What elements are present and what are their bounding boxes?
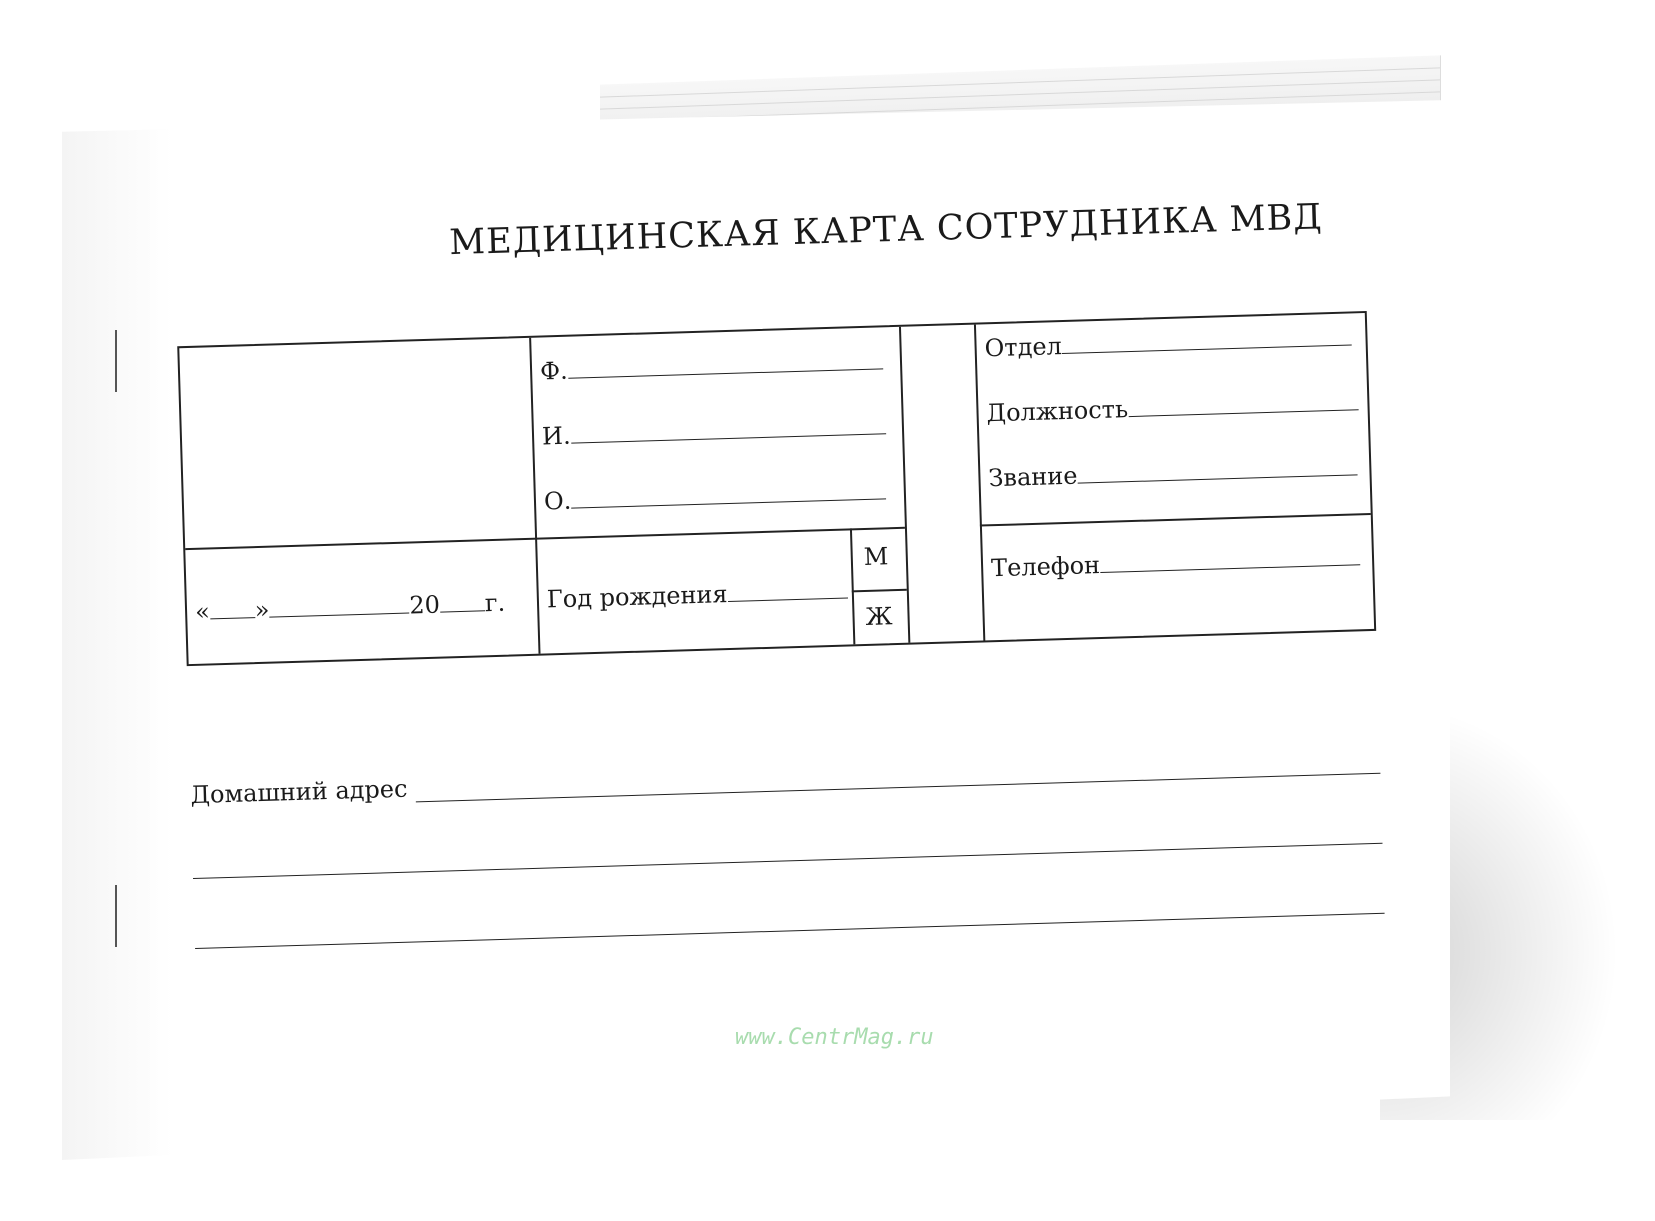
rank-field[interactable] (988, 453, 1358, 492)
date-year-prefix: 20 (408, 590, 441, 620)
department-label: Отдел (984, 332, 1063, 363)
surname-label: Ф. (539, 356, 569, 386)
birth-year-field[interactable] (546, 577, 847, 614)
gender-male-option[interactable]: М (863, 542, 889, 572)
home-address-line-3[interactable] (195, 913, 1385, 949)
home-address-label: Домашний адрес (190, 774, 408, 810)
patronymic-label: О. (543, 486, 572, 516)
date-open-quote: « (194, 597, 211, 626)
patronymic-field[interactable] (544, 477, 887, 515)
date-close-quote: » (254, 595, 270, 625)
home-address-line-1[interactable] (416, 773, 1381, 803)
position-field[interactable] (986, 388, 1358, 427)
name-label: И. (541, 421, 572, 451)
photo-area[interactable] (179, 338, 535, 548)
surname-field[interactable] (540, 347, 883, 385)
phone-label: Телефон (990, 551, 1101, 583)
personal-data-table (177, 311, 1376, 666)
rank-label: Звание (988, 461, 1078, 493)
gender-female-option[interactable]: Ж (865, 602, 893, 631)
birth-year-label: Год рождения (546, 580, 728, 614)
watermark-text: www.CentrMag.ru (735, 1025, 934, 1050)
phone-field[interactable] (991, 543, 1361, 582)
date-field[interactable] (195, 589, 506, 626)
department-field[interactable] (984, 323, 1352, 362)
position-label: Должность (986, 395, 1129, 428)
home-address-line-2[interactable] (193, 843, 1383, 879)
name-field[interactable] (542, 412, 886, 450)
form-title: МЕДИЦИНСКАЯ КАРТА СОТРУДНИКА МВД (448, 197, 1324, 264)
date-year-suffix: г. (484, 588, 506, 618)
